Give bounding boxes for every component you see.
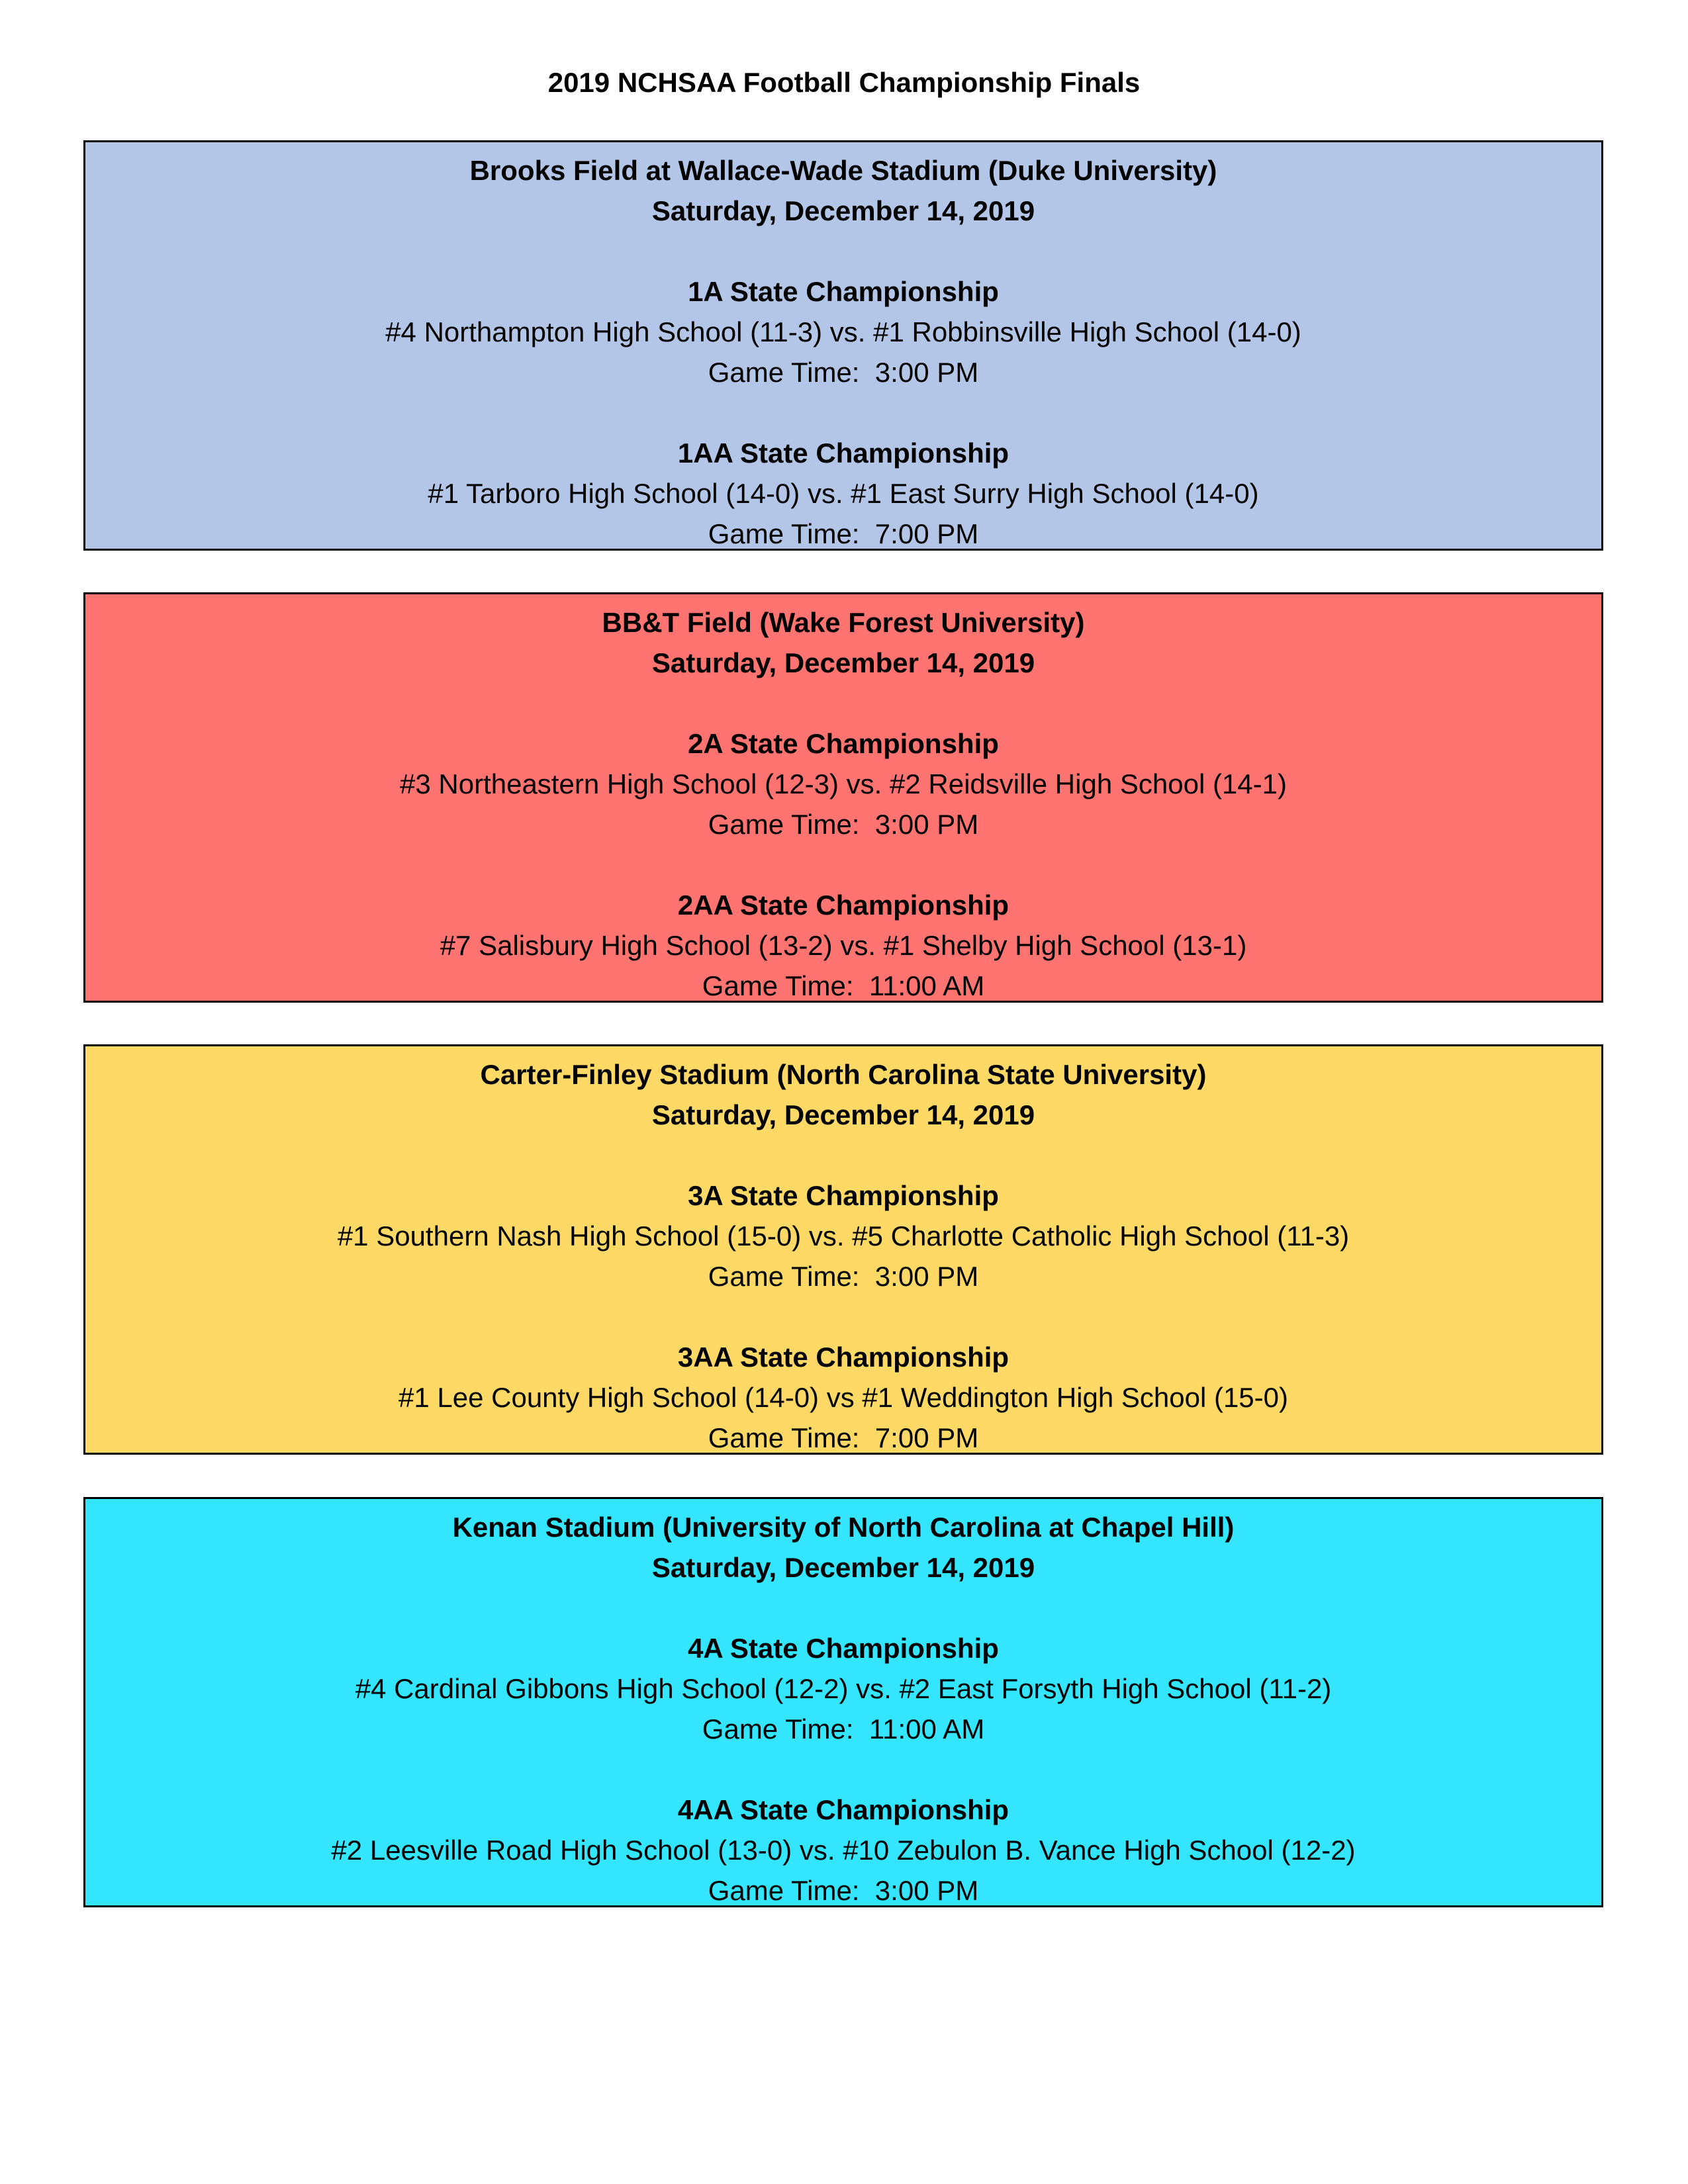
spacer <box>85 392 1601 433</box>
spacer <box>85 1749 1601 1790</box>
game-matchup-4a: #4 Cardinal Gibbons High School (12-2) vs. #2 East Forsyth High School (11-2) <box>355 1673 1332 1704</box>
venue-name: Brooks Field at Wallace-Wade Stadium (Duke University) <box>469 155 1217 186</box>
venue-name: Kenan Stadium (University of North Carolina at Chapel Hill) <box>452 1512 1235 1543</box>
game-matchup-3aa: #1 Lee County High School (14-0) vs #1 Weddington High School (15-0) <box>399 1382 1288 1413</box>
game-title-3aa: 3AA State Championship <box>677 1342 1009 1373</box>
game-matchup-3a: #1 Southern Nash High School (15-0) vs. #5 Charlotte Catholic High School (11-3) <box>337 1220 1350 1251</box>
spacer <box>85 844 1601 885</box>
spacer <box>85 1588 1601 1628</box>
game-time-1aa: Game Time: 7:00 PM <box>708 518 979 549</box>
game-title-2a: 2A State Championship <box>688 728 999 759</box>
game-time-3aa: Game Time: 7:00 PM <box>708 1422 979 1453</box>
spacer <box>85 231 1601 271</box>
game-matchup-1a: #4 Northampton High School (11-3) vs. #1 Robbinsville High School (14-0) <box>385 316 1301 347</box>
venue-box-duke <box>83 140 1603 551</box>
game-matchup-1aa: #1 Tarboro High School (14-0) vs. #1 East Surry High School (14-0) <box>428 478 1259 509</box>
game-title-1a: 1A State Championship <box>688 276 999 307</box>
game-matchup-2aa: #7 Salisbury High School (13-2) vs. #1 Shelby High School (13-1) <box>440 930 1247 961</box>
game-time-1a: Game Time: 3:00 PM <box>708 357 979 388</box>
venue-date: Saturday, December 14, 2019 <box>651 195 1035 226</box>
game-time-3a: Game Time: 3:00 PM <box>708 1261 979 1292</box>
venue-name: Carter-Finley Stadium (North Carolina State University) <box>480 1059 1207 1090</box>
spacer <box>85 1297 1601 1337</box>
game-title-4a: 4A State Championship <box>688 1633 999 1664</box>
page-title: 2019 NCHSAA Football Championship Finals <box>547 67 1141 98</box>
game-matchup-4aa: #2 Leesville Road High School (13-0) vs. #10 Zebulon B. Vance High School (12-2) <box>331 1835 1356 1866</box>
game-time-2a: Game Time: 3:00 PM <box>708 809 979 840</box>
venue-box-nc-state <box>83 1044 1603 1455</box>
venue-box-unc <box>83 1497 1603 1907</box>
venue-name: BB&T Field (Wake Forest University) <box>602 607 1085 638</box>
game-title-2aa: 2AA State Championship <box>677 889 1009 921</box>
game-title-4aa: 4AA State Championship <box>677 1794 1009 1825</box>
spacer <box>85 1135 1601 1175</box>
venue-date: Saturday, December 14, 2019 <box>651 1099 1035 1130</box>
game-title-1aa: 1AA State Championship <box>677 437 1009 469</box>
game-time-2aa: Game Time: 11:00 AM <box>702 970 985 1001</box>
game-matchup-2a: #3 Northeastern High School (12-3) vs. #2 Reidsville High School (14-1) <box>400 768 1287 799</box>
game-time-4aa: Game Time: 3:00 PM <box>708 1875 979 1906</box>
venue-box-wake-forest <box>83 592 1603 1003</box>
game-time-4a: Game Time: 11:00 AM <box>702 1713 985 1745</box>
spacer <box>85 683 1601 723</box>
game-title-3a: 3A State Championship <box>688 1180 999 1211</box>
venue-date: Saturday, December 14, 2019 <box>651 647 1035 678</box>
venue-date: Saturday, December 14, 2019 <box>651 1552 1035 1583</box>
